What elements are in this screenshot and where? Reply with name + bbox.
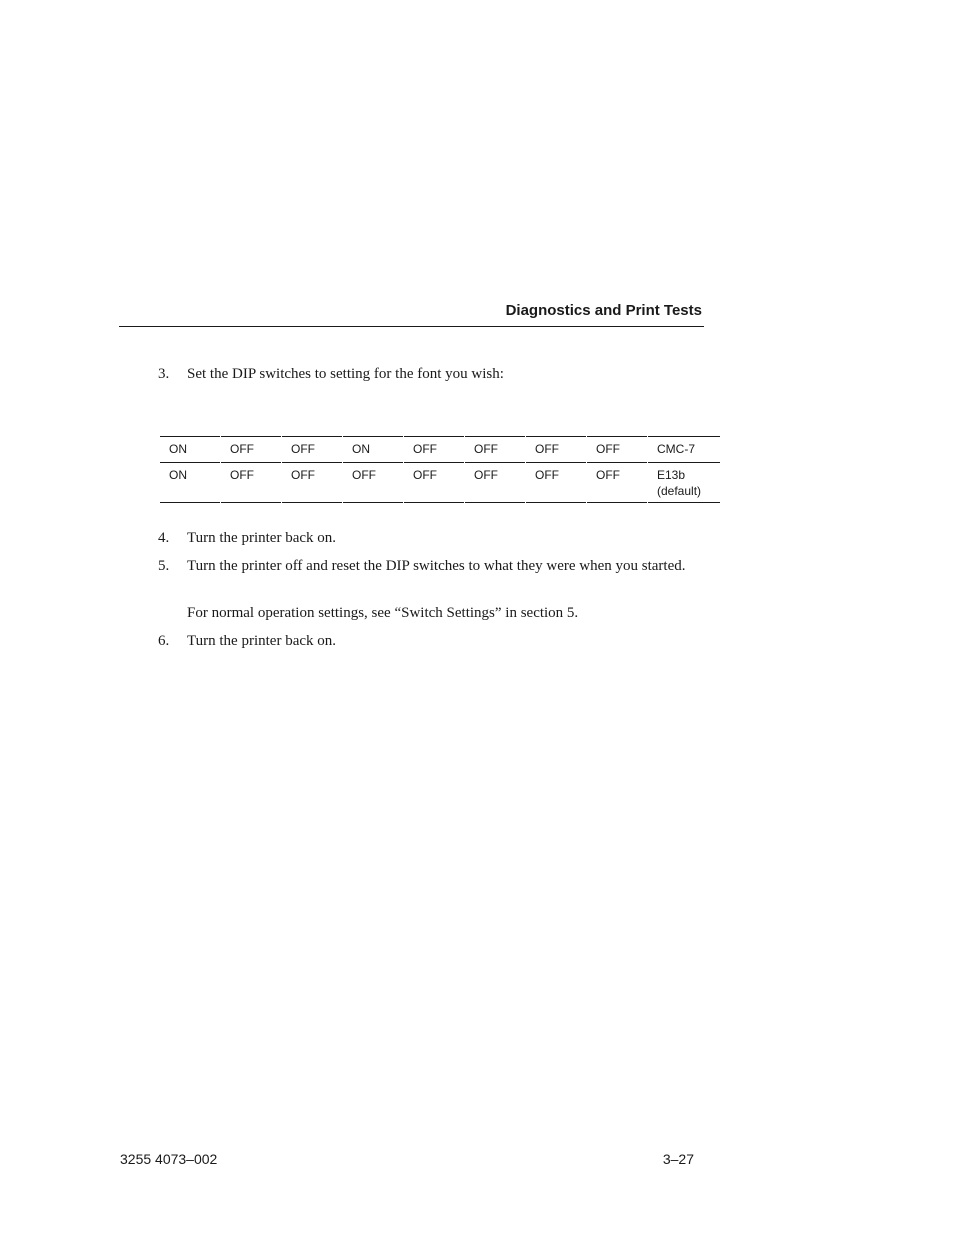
step-number: 5.	[158, 558, 170, 574]
page-number: 3–27	[662, 1151, 694, 1167]
table-cell: OFF	[404, 462, 464, 503]
table-cell: ON	[160, 462, 220, 503]
table-cell: E13b (default)	[648, 462, 720, 503]
table-cell: ON	[343, 436, 403, 462]
step-text: Set the DIP switches to setting for the font you wish:	[187, 366, 504, 382]
page-title: Diagnostics and Print Tests	[505, 302, 702, 319]
table-cell: OFF	[282, 462, 342, 503]
table-row	[160, 436, 720, 462]
table-cell: OFF	[221, 436, 281, 462]
table-cell: CMC-7	[648, 436, 720, 462]
table-row	[160, 462, 720, 503]
dip-switch-table	[160, 436, 720, 503]
table-cell: OFF	[404, 436, 464, 462]
step-text: Turn the printer back on.	[187, 633, 337, 649]
table-cell: OFF	[587, 436, 647, 462]
step-number: 6.	[158, 633, 170, 649]
table-cell: OFF	[526, 462, 586, 503]
document-number: 3255 4073–002	[120, 1151, 218, 1167]
step-text: Turn the printer off and reset the DIP switches to what they were when you started.	[187, 558, 686, 574]
step-number: 3.	[158, 366, 170, 382]
table-cell: OFF	[343, 462, 403, 503]
table-cell: ON	[160, 436, 220, 462]
table-cell: OFF	[526, 436, 586, 462]
header-rule	[119, 326, 704, 327]
step-note: For normal operation settings, see “Switch Settings” in section 5.	[187, 605, 579, 621]
table-cell: OFF	[465, 436, 525, 462]
table-cell: OFF	[282, 436, 342, 462]
table-cell: OFF	[587, 462, 647, 503]
table-cell: OFF	[221, 462, 281, 503]
step-number: 4.	[158, 530, 170, 546]
step-text: Turn the printer back on.	[187, 530, 337, 546]
table-cell: OFF	[465, 462, 525, 503]
